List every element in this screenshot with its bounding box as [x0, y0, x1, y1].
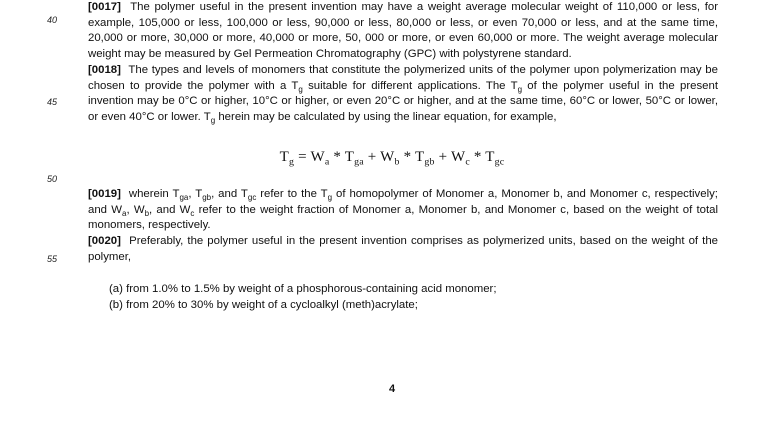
eq-subscript: a — [324, 156, 330, 168]
eq-operator: * — [469, 149, 486, 165]
eq-subscript: b — [394, 156, 400, 168]
text-run: of homopolymer of Monomer a, Monomer b, and Monomer c, respectively; and W — [88, 188, 718, 216]
paragraph-text: The polymer useful in the present invention may have a weight average molecular weight of 110,000 or less, for example, 105,000 or less, 100,000 or less, 90,000 or less, 80,000 or less, or even 70,000 or less, and at the same time, 20,000 or more, 30,000 or more, 40,000 or more, 50, 000 or more, or even 60,000 or more. The weight average molecular weight may be measured by Gel Permeation Chromatography (GPC) with polystyrene standard. — [88, 1, 718, 60]
paragraph-tag: [0019] — [88, 188, 121, 200]
subscript: g — [298, 84, 303, 94]
eq-subscript: ga — [354, 156, 364, 168]
subscript: g — [210, 115, 216, 125]
paragraph-tag: [0018] — [88, 64, 121, 76]
eq-symbol: T — [415, 149, 425, 165]
line-number: 40 — [47, 15, 58, 25]
line-number: 45 — [47, 97, 58, 107]
text-run: , and W — [149, 203, 191, 216]
subscript: g — [327, 192, 333, 202]
text-run: of the polymer useful in the present invention may be 0°C or higher, 10°C or higher, or even 20°C or higher, and at the same time, 60°C or lower, 50°C or lower, or even 40°C or lower. T — [88, 79, 718, 123]
paragraph-0018 — [88, 63, 718, 125]
text-run: herein may be calculated by using the linear equation, for example, — [215, 110, 557, 123]
eq-operator: * — [329, 149, 345, 165]
paragraph-tag: [0020] — [88, 235, 121, 247]
subscript: c — [190, 208, 195, 218]
paragraph-tag: [0017] — [88, 1, 121, 13]
subscript: b — [144, 208, 150, 218]
eq-operator: + — [363, 149, 381, 165]
eq-symbol: W — [380, 149, 395, 165]
line-number: 50 — [47, 174, 58, 184]
eq-symbol: T — [279, 149, 290, 165]
eq-subscript: gb — [424, 156, 435, 168]
text-run: , and T — [211, 188, 248, 200]
eq-subscript: g — [289, 156, 295, 168]
list-item: (a) from 1.0% to 1.5% by weight of a phosphorous-containing acid monomer; — [109, 283, 497, 295]
paragraph-text: Preferably, the polymer useful in the present invention comprises as polymerized units, based on the weight of the polymer, — [88, 235, 718, 263]
eq-subscript: c — [465, 156, 470, 168]
eq-symbol: T — [344, 149, 355, 165]
text-run: suitable for different applications. The T — [302, 79, 518, 92]
eq-operator: = — [294, 149, 311, 165]
subscript: gc — [247, 192, 257, 202]
tg-equation — [0, 149, 784, 166]
text-run: wherein T — [128, 188, 180, 200]
text-run: The types and levels of monomers that constitute the polymerized units of the polymer upon polymerization may be chosen to provide the polymer with a T — [88, 64, 718, 92]
paragraph-0017 — [88, 0, 718, 62]
subscript: g — [517, 84, 522, 94]
eq-operator: * — [399, 149, 415, 165]
text-run: refer to the weight fraction of Monomer a, Monomer b, and Monomer c, based on the weight of total monomers, respectively. — [88, 203, 719, 232]
line-number: 55 — [47, 254, 58, 264]
list-item: (b) from 20% to 30% by weight of a cycloalkyl (meth)acrylate; — [109, 299, 418, 311]
page-number: 4 — [388, 383, 396, 395]
eq-operator: + — [434, 149, 451, 165]
subscript: a — [122, 208, 127, 218]
paragraph-0019 — [88, 187, 718, 234]
eq-symbol: W — [310, 149, 325, 165]
text-run: refer to the T — [256, 188, 328, 200]
eq-symbol: T — [485, 149, 495, 165]
paragraph-0020 — [88, 234, 718, 265]
eq-symbol: W — [450, 149, 466, 165]
eq-subscript: gc — [494, 156, 505, 168]
subscript: gb — [202, 192, 212, 202]
text-run: , W — [126, 203, 145, 216]
subscript: ga — [179, 192, 189, 202]
text-run: , T — [188, 188, 203, 200]
